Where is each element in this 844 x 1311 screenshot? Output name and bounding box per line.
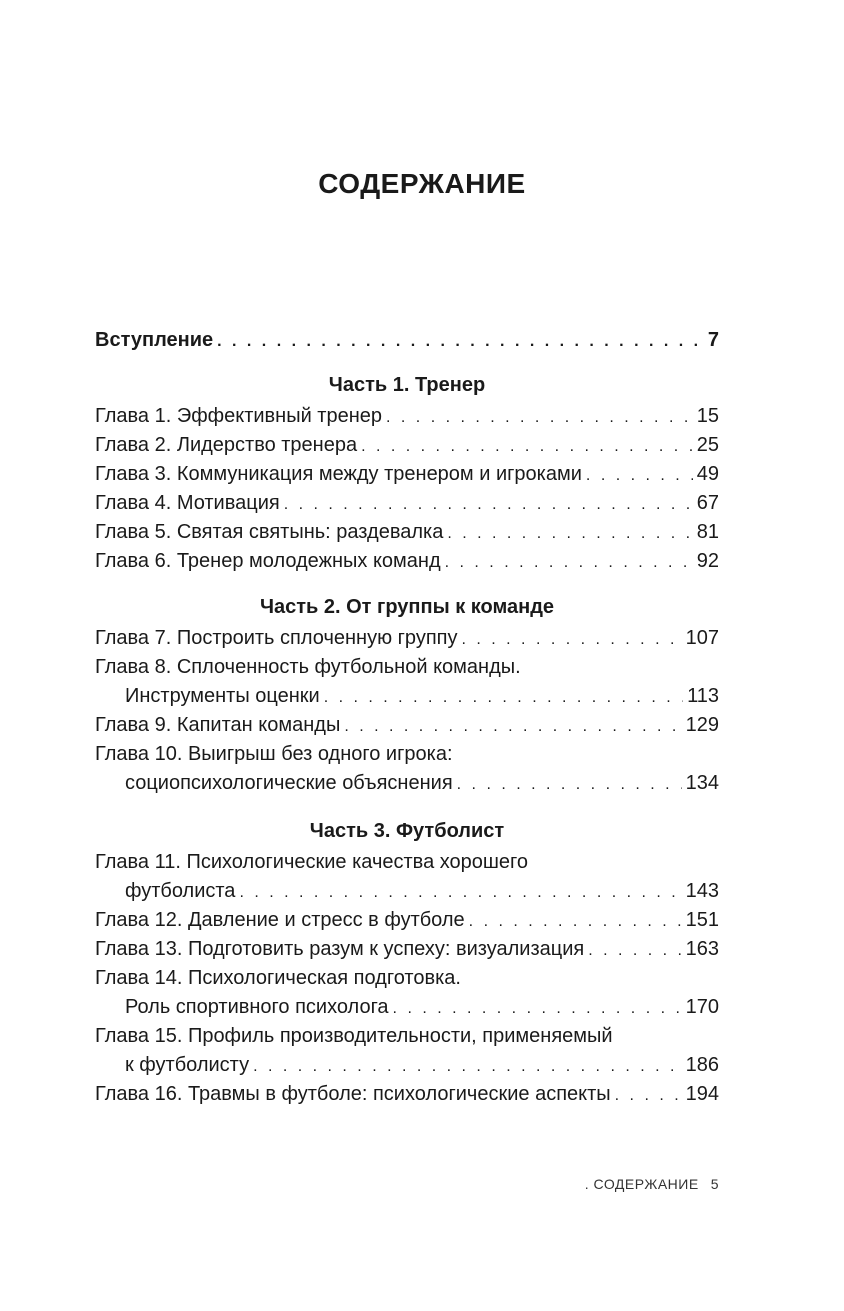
toc-entry-chapter-11[interactable] [95, 877, 719, 906]
toc-entry-chapter-1[interactable] [95, 402, 719, 431]
toc-entry-label: Глава 3. Коммуникация между тренером и игроками [95, 463, 582, 485]
toc-entry-chapter-4[interactable] [95, 489, 719, 518]
toc-entry-chapter-16[interactable] [95, 1080, 719, 1109]
toc-page-number: 186 [685, 1054, 719, 1076]
toc-entry-label: Глава 9. Капитан команды [95, 714, 341, 736]
dot-leader [393, 994, 682, 1023]
toc-entry-label: Глава 5. Святая святынь: раздевалка [95, 521, 444, 543]
toc-entry-chapter-8-line-1[interactable]: Глава 8. Сплоченность футбольной команды. [95, 656, 521, 678]
toc-entry-chapter-13[interactable] [95, 935, 719, 964]
page-title: СОДЕРЖАНИЕ [318, 168, 526, 199]
toc-entry-label: Глава 12. Давление и стресс в футболе [95, 909, 465, 931]
toc-entry-chapter-14-line-1[interactable]: Глава 14. Психологическая подготовка. [95, 967, 461, 989]
toc-page-number: 194 [685, 1083, 719, 1105]
toc-entry-label: Глава 16. Травмы в футболе: психологические аспекты [95, 1083, 611, 1105]
toc-page-number: 92 [696, 550, 719, 572]
toc-entry-label: футболиста [125, 880, 236, 902]
toc-entry-chapter-9[interactable] [95, 711, 719, 740]
toc-entry-label: Глава 7. Построить сплоченную группу [95, 627, 458, 649]
part-heading-3: Часть 3. Футболист [309, 820, 505, 842]
toc-entry-chapter-10[interactable] [95, 769, 719, 798]
page-footer [585, 1176, 719, 1192]
toc-entry-label: Глава 1. Эффективный тренер [95, 405, 383, 427]
toc-entry-label: Вступление [95, 329, 214, 351]
dot-leader [386, 403, 693, 432]
toc-entry-label: Роль спортивного психолога [125, 996, 389, 1018]
toc-entry-chapter-6[interactable] [95, 547, 719, 576]
toc-page-number: 170 [685, 996, 719, 1018]
toc-entry-chapter-2[interactable] [95, 431, 719, 460]
toc-entry-label: Глава 2. Лидерство тренера [95, 434, 358, 456]
dot-leader [239, 878, 681, 907]
table-of-contents [95, 322, 719, 1109]
toc-entry-chapter-8[interactable] [95, 682, 719, 711]
part-heading-2: Часть 2. От группы к команде [259, 596, 555, 618]
toc-entry-chapter-15-line-1[interactable]: Глава 15. Профиль производительности, применяемый [95, 1025, 613, 1047]
toc-entry-chapter-7[interactable] [95, 624, 719, 653]
dot-leader [284, 490, 693, 519]
toc-entry-label: Глава 4. Мотивация [95, 492, 280, 514]
dot-leader [615, 1081, 682, 1110]
dot-leader [588, 936, 681, 965]
toc-entry-chapter-5[interactable] [95, 518, 719, 547]
dot-leader [324, 683, 683, 712]
toc-page-number: 113 [687, 685, 719, 707]
toc-entry-label: социопсихологические объяснения [125, 772, 453, 794]
part-heading-1: Часть 1. Тренер [328, 374, 486, 396]
toc-entry-chapter-12[interactable] [95, 906, 719, 935]
toc-page-number: 163 [685, 938, 719, 960]
toc-entry-chapter-10-line-1[interactable]: Глава 10. Выигрыш без одного игрока: [95, 743, 453, 765]
toc-entry-chapter-14[interactable] [95, 993, 719, 1022]
toc-entry-label: к футболисту [125, 1054, 250, 1076]
dot-leader [447, 519, 692, 548]
toc-entry-chapter-11-line-1[interactable]: Глава 11. Психологические качества хорошего [95, 851, 529, 873]
toc-entry-chapter-15[interactable] [95, 1051, 719, 1080]
dot-leader [469, 907, 682, 936]
toc-page-number: 134 [685, 772, 719, 794]
dot-leader [461, 625, 681, 654]
toc-entry-label: Глава 13. Подготовить разум к успеху: визуализация [95, 938, 585, 960]
running-head: . СОДЕРЖАНИЕ [584, 1176, 699, 1192]
dot-leader [344, 712, 681, 741]
toc-page-number: 107 [685, 627, 719, 649]
toc-entry-introduction[interactable] [95, 322, 719, 358]
toc-page-number: 49 [696, 463, 719, 485]
toc-page-number: 81 [696, 521, 719, 543]
toc-page-number: 7 [707, 329, 719, 351]
toc-entry-chapter-3[interactable] [95, 460, 719, 489]
toc-entry-label: Инструменты оценки [125, 685, 320, 707]
dot-leader [586, 461, 693, 490]
dot-leader [445, 548, 693, 577]
toc-entry-label: Глава 6. Тренер молодежных команд [95, 550, 441, 572]
dot-leader [253, 1052, 682, 1081]
page-number: 5 [710, 1176, 719, 1192]
dot-leader [217, 324, 704, 360]
toc-page-number: 15 [696, 405, 719, 427]
dot-leader [361, 432, 693, 461]
dot-leader [457, 770, 682, 799]
toc-page-number: 143 [685, 880, 719, 902]
toc-page-number: 129 [685, 714, 719, 736]
toc-page-number: 151 [685, 909, 719, 931]
toc-page-number: 67 [696, 492, 719, 514]
toc-page-number: 25 [696, 434, 719, 456]
